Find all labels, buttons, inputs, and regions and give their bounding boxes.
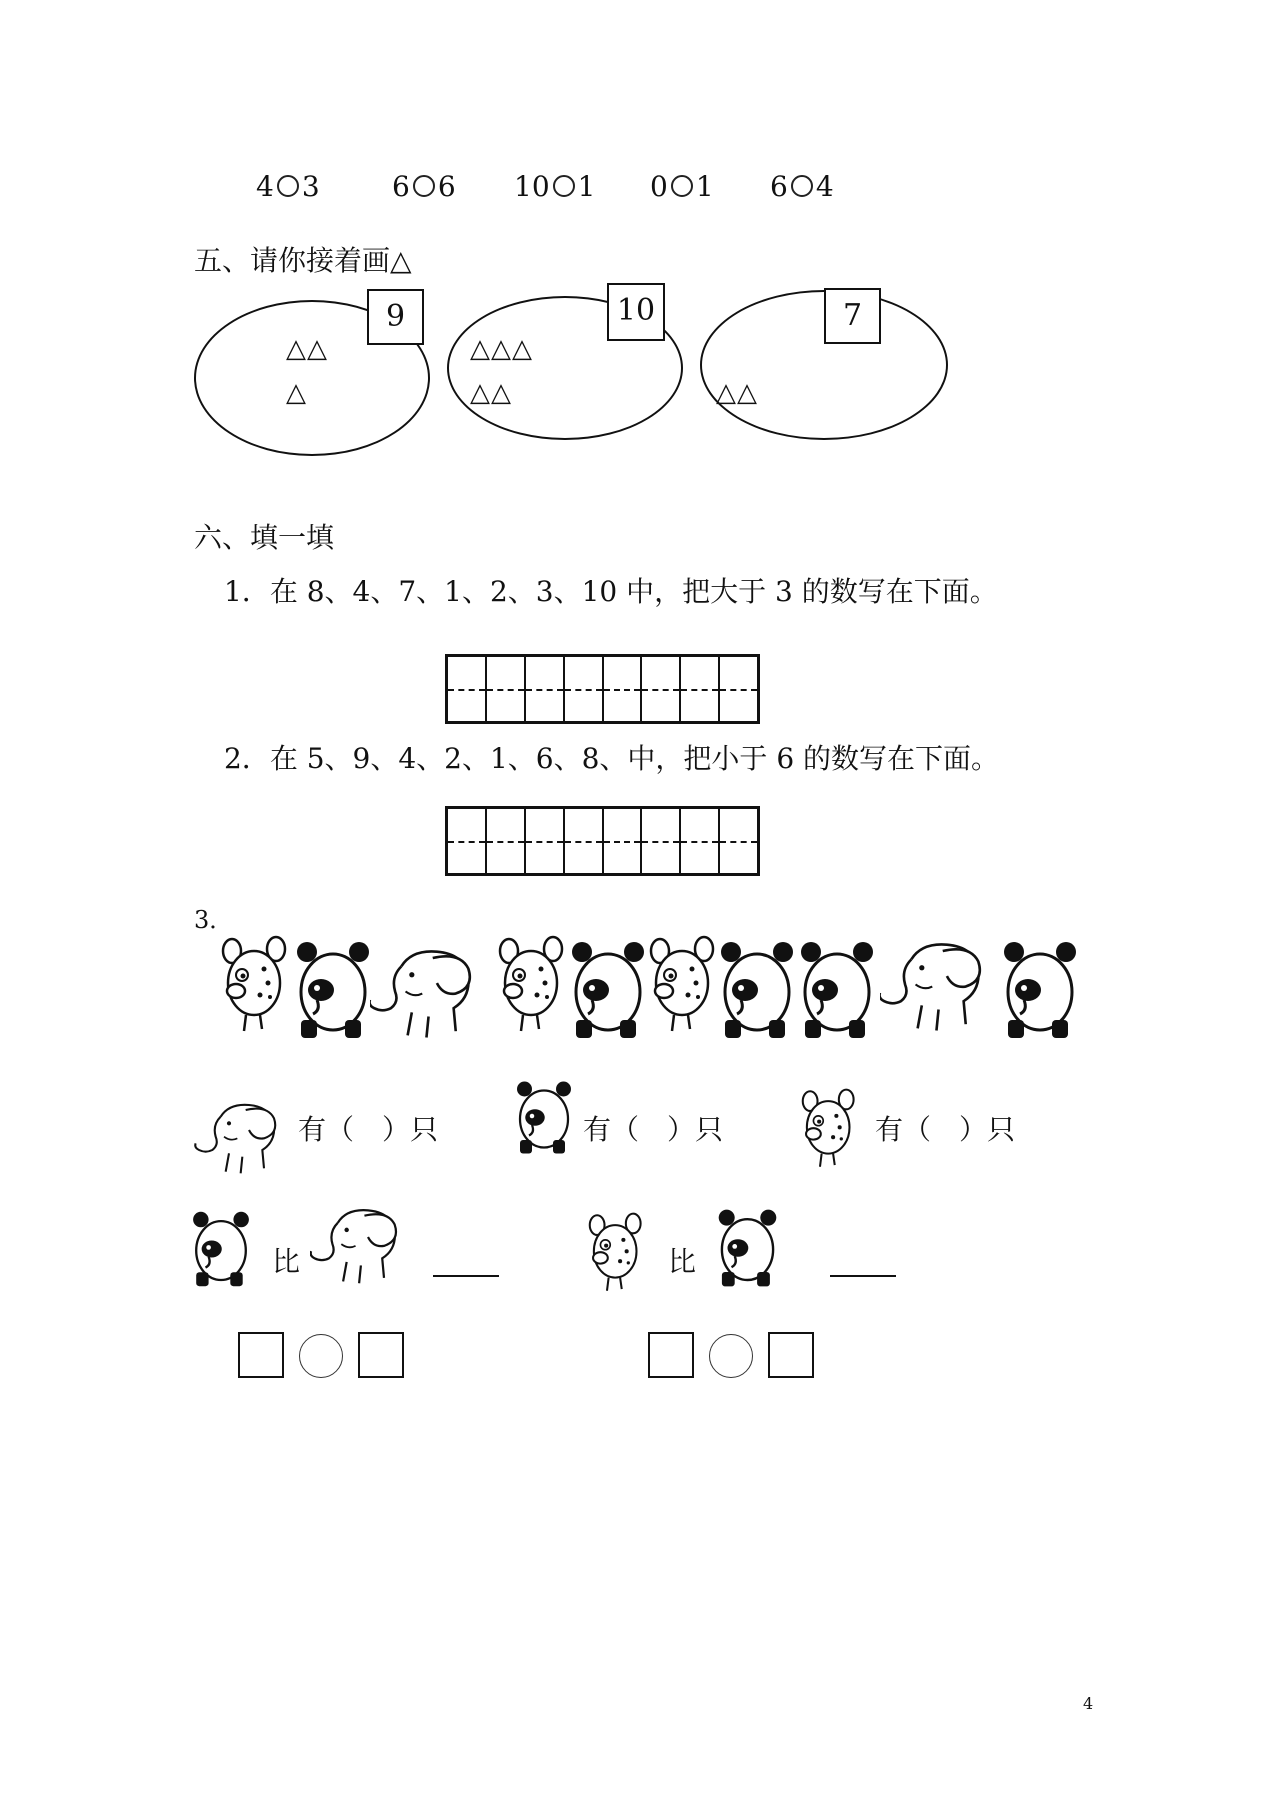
question-3-label: 3． xyxy=(194,906,234,934)
comparison-left: 6 xyxy=(770,170,788,203)
panda-icon xyxy=(514,1080,574,1155)
oval-number-box: 9 xyxy=(367,289,424,345)
triangle-row: △△ xyxy=(286,334,328,364)
panda-icon xyxy=(797,940,877,1040)
elephant-icon xyxy=(194,1100,289,1175)
elephant-icon xyxy=(370,945,485,1040)
grid-cell[interactable] xyxy=(448,809,487,873)
answer-box[interactable] xyxy=(238,1332,284,1378)
section6-title: 六、填一填 xyxy=(194,521,335,554)
grid-cell[interactable] xyxy=(448,657,487,721)
elephant-icon xyxy=(310,1205,410,1285)
grid-cell[interactable] xyxy=(487,657,526,721)
comparison-circle[interactable] xyxy=(553,175,575,197)
panda-icon xyxy=(1000,940,1080,1040)
question-2: 2．在 5、9、4、2、1、6、8、中，把小于 6 的数写在下面。 xyxy=(224,742,1000,775)
comparison-circle[interactable] xyxy=(277,175,299,197)
dog-icon xyxy=(800,1088,858,1170)
comparison-right: 3 xyxy=(301,170,320,203)
answer-box[interactable] xyxy=(648,1332,694,1378)
answer-box[interactable] xyxy=(768,1332,814,1378)
comparison-right: 6 xyxy=(437,170,456,203)
compare-word: 比 xyxy=(668,1245,697,1278)
grid-cell[interactable] xyxy=(681,657,720,721)
comparison-circle[interactable] xyxy=(791,175,813,197)
answer-box[interactable] xyxy=(358,1332,404,1378)
grid-cell[interactable] xyxy=(604,809,643,873)
elephant-icon xyxy=(880,938,995,1033)
panda-icon xyxy=(717,940,797,1040)
grid-cell[interactable] xyxy=(720,809,757,873)
count-text: 有（ ）只 xyxy=(875,1113,1016,1146)
oval-number-box: 10 xyxy=(607,283,665,341)
oval-number-box: 7 xyxy=(824,288,881,344)
grid-cell[interactable] xyxy=(565,657,604,721)
triangle-row: △△△ xyxy=(470,334,533,364)
answer-blank[interactable] xyxy=(433,1275,499,1277)
dog-icon xyxy=(648,935,718,1035)
compare-word: 比 xyxy=(272,1245,301,1278)
comparison-item xyxy=(650,170,714,203)
grid-cell[interactable] xyxy=(526,657,565,721)
grid-cell[interactable] xyxy=(681,809,720,873)
panda-icon xyxy=(190,1210,252,1288)
answer-blank[interactable] xyxy=(830,1275,896,1277)
comparison-item xyxy=(392,170,456,203)
compare-circle[interactable] xyxy=(299,1334,343,1378)
dog-icon xyxy=(587,1212,645,1294)
comparison-left: 6 xyxy=(392,170,410,203)
page-number: 4 xyxy=(1083,1694,1094,1713)
section5-title: 五、请你接着画△ xyxy=(194,244,412,277)
comparison-right: 4 xyxy=(815,170,834,203)
comparison-left: 4 xyxy=(256,170,274,203)
panda-icon xyxy=(568,940,648,1040)
grid-cell[interactable] xyxy=(642,809,681,873)
grid-cell[interactable] xyxy=(720,657,757,721)
comparison-right: 1 xyxy=(695,170,714,203)
panda-icon xyxy=(715,1208,780,1288)
triangle-row: △△ xyxy=(716,378,758,408)
grid-cell[interactable] xyxy=(604,657,643,721)
comparison-left: 0 xyxy=(650,170,668,203)
dog-icon xyxy=(497,935,567,1035)
grid-cell[interactable] xyxy=(565,809,604,873)
count-text: 有（ ）只 xyxy=(583,1113,724,1146)
comparison-circle[interactable] xyxy=(671,175,693,197)
comparison-circle[interactable] xyxy=(413,175,435,197)
dog-icon xyxy=(220,935,290,1035)
panda-icon xyxy=(293,940,373,1040)
grid-cell[interactable] xyxy=(487,809,526,873)
question-1: 1．在 8、4、7、1、2、3、10 中，把大于 3 的数写在下面。 xyxy=(224,575,998,608)
triangle-row: △ xyxy=(286,378,307,408)
grid-cell[interactable] xyxy=(642,657,681,721)
triangle-row: △△ xyxy=(470,378,512,408)
comparison-item xyxy=(514,170,596,203)
answer-grid-1[interactable] xyxy=(445,654,760,724)
compare-circle[interactable] xyxy=(709,1334,753,1378)
answer-grid-2[interactable] xyxy=(445,806,760,876)
comparison-item xyxy=(256,170,320,203)
comparison-left: 10 xyxy=(514,170,550,203)
grid-cell[interactable] xyxy=(526,809,565,873)
count-text: 有（ ）只 xyxy=(298,1113,439,1146)
comparison-item xyxy=(770,170,834,203)
comparison-right: 1 xyxy=(577,170,596,203)
